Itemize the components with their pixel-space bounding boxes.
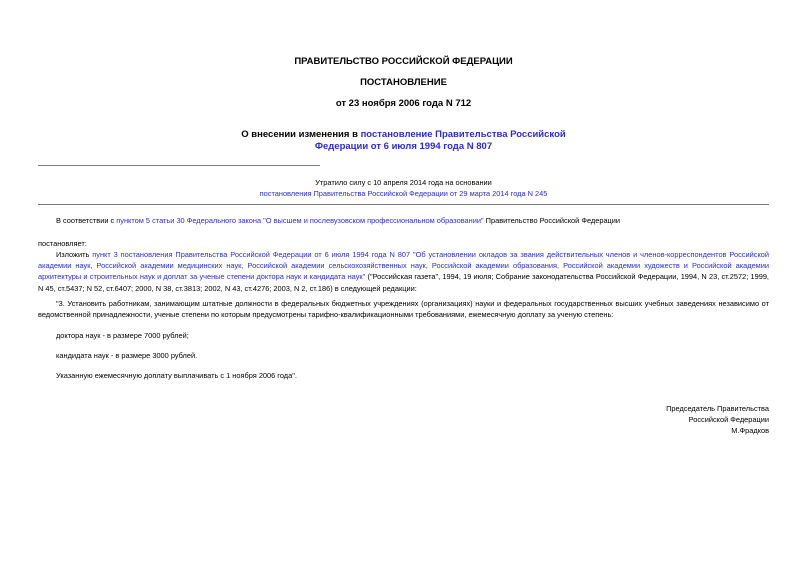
- title-link-line2[interactable]: Федерации от 6 июля 1994 года N 807: [314, 141, 493, 152]
- law-link[interactable]: пунктом 5 статьи 30 Федерального закона "О высшем и послевузовском профессиональном образовании": [116, 216, 484, 225]
- document-date-number: от 23 ноября 2006 года N 712: [335, 98, 472, 109]
- payment-line: Указанную ежемесячную доплату выплачивать с 1 ноября 2006 года".: [56, 371, 297, 380]
- document-type-heading: ПОСТАНОВЛЕНИЕ: [360, 77, 447, 88]
- doctor-line: доктора наук - в размере 7000 рублей;: [56, 331, 189, 340]
- decree-word: постановляет:: [38, 239, 87, 248]
- amend-prefix: Изложить: [56, 250, 93, 259]
- decree-807-link[interactable]: пункт 3 постановления Правительства Российской Федерации от 6 июля 1994 года N 807 "Об установлении окладов за звания действительных членов и членов-корреспондентов Российской академии наук, Российской академии медицинских наук, Российской академии сельскохозяйственных наук, Российской академии образования, Российской академии художеств и Российской академии архитектуры и строительных наук и доплат за ученые степени доктора наук и кандидата наук": [38, 250, 769, 282]
- document-title: [0, 129, 807, 153]
- candidate-line: кандидата наук - в размере 3000 рублей.: [56, 351, 198, 360]
- quote-paragraph: "3. Установить работникам, занимающим штатные должности в федеральных бюджетных учреждениях (организациях) науки и федеральных государственных высших учебных заведениях независимо от ведомственной принадлежности, ученые степени по которым предусмотрены тарифно-квалификационными требованиями, ежемесячную доплату за ученую степень:: [38, 299, 769, 320]
- amend-suffix: ("Российская газета", 1994, 19 июля; Собрание законодательства Российской Федерации, 1994, N 23, ст.2572; 1999, N 45, ст.5437; N 52, ст.6407; 2000, N 38, ст.3813; 2002, N 43, ст.4276; 2003, N 2, ст.186) в следующей редакции:: [38, 272, 769, 293]
- intro-suffix: Правительство Российской Федерации: [483, 216, 621, 225]
- intro-prefix: В соответствии с: [56, 216, 117, 225]
- title-divider: [38, 165, 320, 166]
- status-line: Утратило силу с 10 апреля 2014 года на основании: [315, 178, 492, 187]
- government-heading: ПРАВИТЕЛЬСТВО РОССИЙСКОЙ ФЕДЕРАЦИИ: [294, 56, 513, 67]
- status-link[interactable]: постановления Правительства Российской Федерации от 29 марта 2014 года N 245: [259, 189, 548, 198]
- signature-name: М.Фрадков: [731, 426, 769, 436]
- title-link-line1[interactable]: постановление Правительства Российской: [360, 129, 566, 140]
- signature-title: Председатель Правительства: [666, 404, 769, 413]
- signature-block: [469, 403, 769, 437]
- title-prefix: О внесении изменения в: [241, 129, 361, 140]
- amendment-paragraph: [38, 249, 769, 294]
- status-divider: [38, 204, 769, 205]
- intro-paragraph: [56, 215, 768, 226]
- status-note: [0, 177, 807, 199]
- signature-organization: Российской Федерации: [688, 415, 769, 425]
